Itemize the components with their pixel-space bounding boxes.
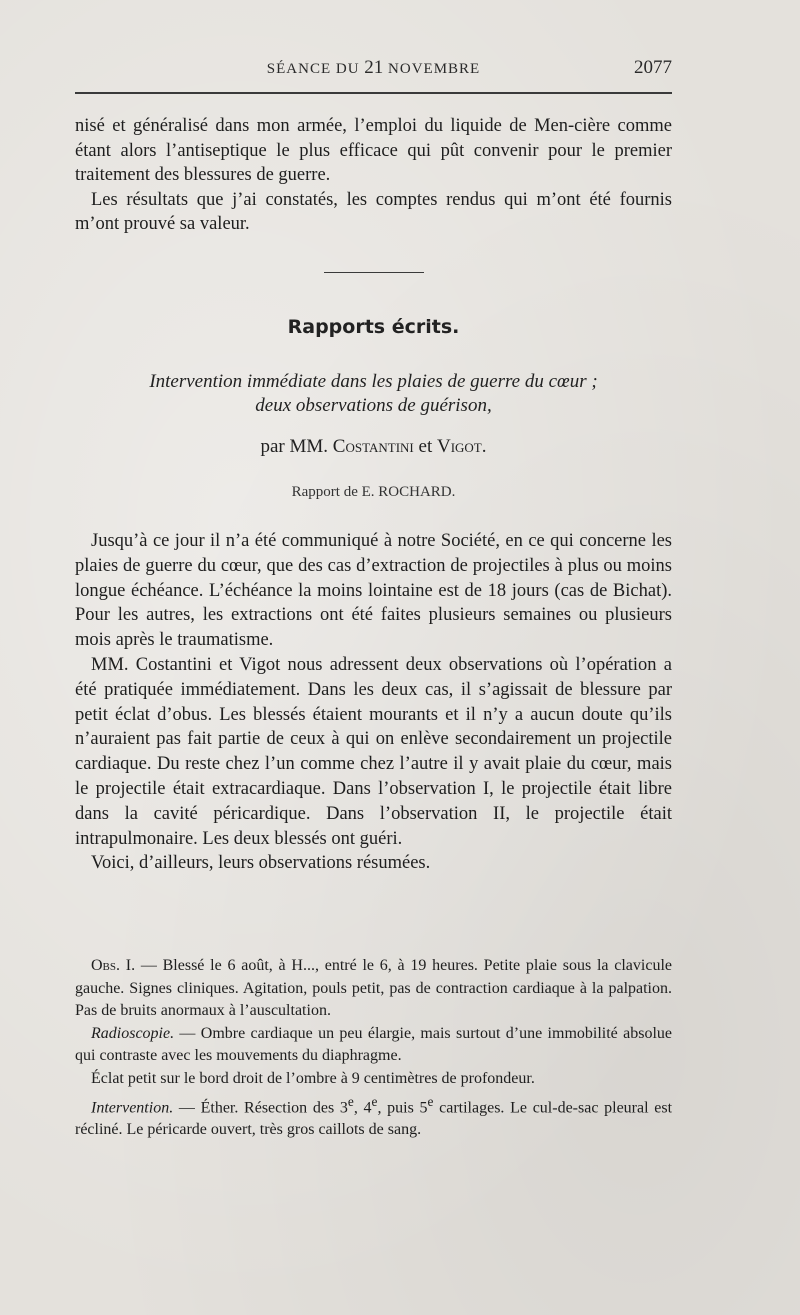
observation-label: Obs. I.: [91, 957, 136, 974]
observation-block: [75, 955, 672, 1142]
radioscopy-text: — Ombre cardiaque un peu élargie, mais surtout d’une immobilité absolue qui contraste avec les mouvements du diaphragme.: [75, 1024, 672, 1065]
superscript-2: e: [371, 1093, 378, 1109]
header-rule: [75, 92, 672, 94]
section-title: Rapports écrits.: [287, 316, 460, 338]
section-separator: [324, 272, 424, 273]
author-vigot: Vigot.: [436, 436, 487, 457]
intervention-label: Intervention.: [91, 1098, 174, 1116]
intervention-text-d: cartilages. Le cul-de-sac pleural est récliné. Le péricarde ouvert, très gros caillots de sang.: [75, 1098, 673, 1139]
body-paragraph-3: Voici, d’ailleurs, leurs observations résumées.: [91, 853, 431, 874]
intro-paragraph-2: Les résultats que j’ai constatés, les comptes rendus qui m’ont été fournis m’ont prouvé sa valeur.: [75, 189, 672, 235]
author-costantini: Costantini: [332, 436, 414, 457]
body-paragraph-2: MM. Costantini et Vigot nous adressent deux observations où l’opération a été pratiquée immédiatement. Dans les deux cas, il s’agissait de blessure par petit éclat d’obus. Les blessés étaient mourants et il n’y a aucun doute qu’ils n’auraient pas fait partie de ceux à qui on enlève secondairement un projectile cardiaque. Du reste chez l’un comme chez l’autre il y avait plaie du cœur, mais le projectile était extracardiaque. Dans l’observation I, le projectile était libre dans la cavité péricardique. Dans l’observation II, le projectile était intrapulmonaire. Les deux blessés ont guéri.: [75, 654, 672, 849]
radioscopy-paragraph: [75, 1023, 672, 1068]
intervention-text-c: , puis 5: [377, 1098, 428, 1116]
running-head-title: [75, 56, 672, 81]
body-paragraph-1: Jusqu’à ce jour il n’a été communiqué à notre Société, en ce qui concerne les plaies de guerre du cœur, que des cas d’extraction de projectiles à plus ou moins longue échéance. L’échéance la moins lointaine est de 18 jours (cas de Bichat). Pour les autres, les extractions ont été faites plusieurs semaines ou plusieurs mois après le traumatisme.: [75, 531, 672, 651]
report-title: [75, 370, 672, 418]
report-authors: [75, 434, 672, 460]
observation-text: — Blessé le 6 août, à H..., entré le 6, à 19 heures. Petite plaie sous la clavicule gauche. Signes cliniques. Agitation, pouls petit, pas de contraction cardiaque à la palpation. Pas de bruits anormaux à l’auscultation.: [75, 957, 672, 1020]
eclat-paragraph: Éclat petit sur le bord droit de l’ombre à 9 centimètres de profondeur.: [91, 1069, 535, 1087]
authors-and: et: [413, 436, 437, 457]
authors-prefix: par MM.: [260, 436, 333, 457]
radioscopy-label: Radioscopie.: [91, 1024, 175, 1042]
superscript-1: e: [347, 1093, 354, 1109]
running-head-prefix: SÉANCE DU: [266, 61, 365, 77]
intervention-text-a: — Éther. Résection des 3: [173, 1098, 348, 1116]
observation-paragraph: [75, 955, 672, 1023]
rapporteur: Rapport de E. ROCHARD.: [291, 484, 456, 500]
page-number: 2077: [634, 57, 672, 78]
intro-text: [75, 114, 672, 237]
report-body: [75, 529, 672, 876]
running-head-day: 21: [364, 57, 384, 78]
running-head-suffix: NOVEMBRE: [383, 61, 481, 77]
intro-paragraph-1: nisé et généralisé dans mon armée, l’emploi du liquide de Men-cière comme étant alors l’antiseptique le plus efficace qui pût convenir pour le premier traitement des blessures de guerre.: [75, 116, 672, 186]
superscript-3: e: [427, 1093, 434, 1109]
report-title-line-1: Intervention immédiate dans les plaies de guerre du cœur ;: [149, 371, 598, 392]
report-title-line-2: deux observations de guérison,: [255, 395, 492, 416]
running-head: [75, 56, 672, 80]
intervention-paragraph: [75, 1091, 672, 1143]
intervention-text-b: , 4: [353, 1098, 372, 1116]
